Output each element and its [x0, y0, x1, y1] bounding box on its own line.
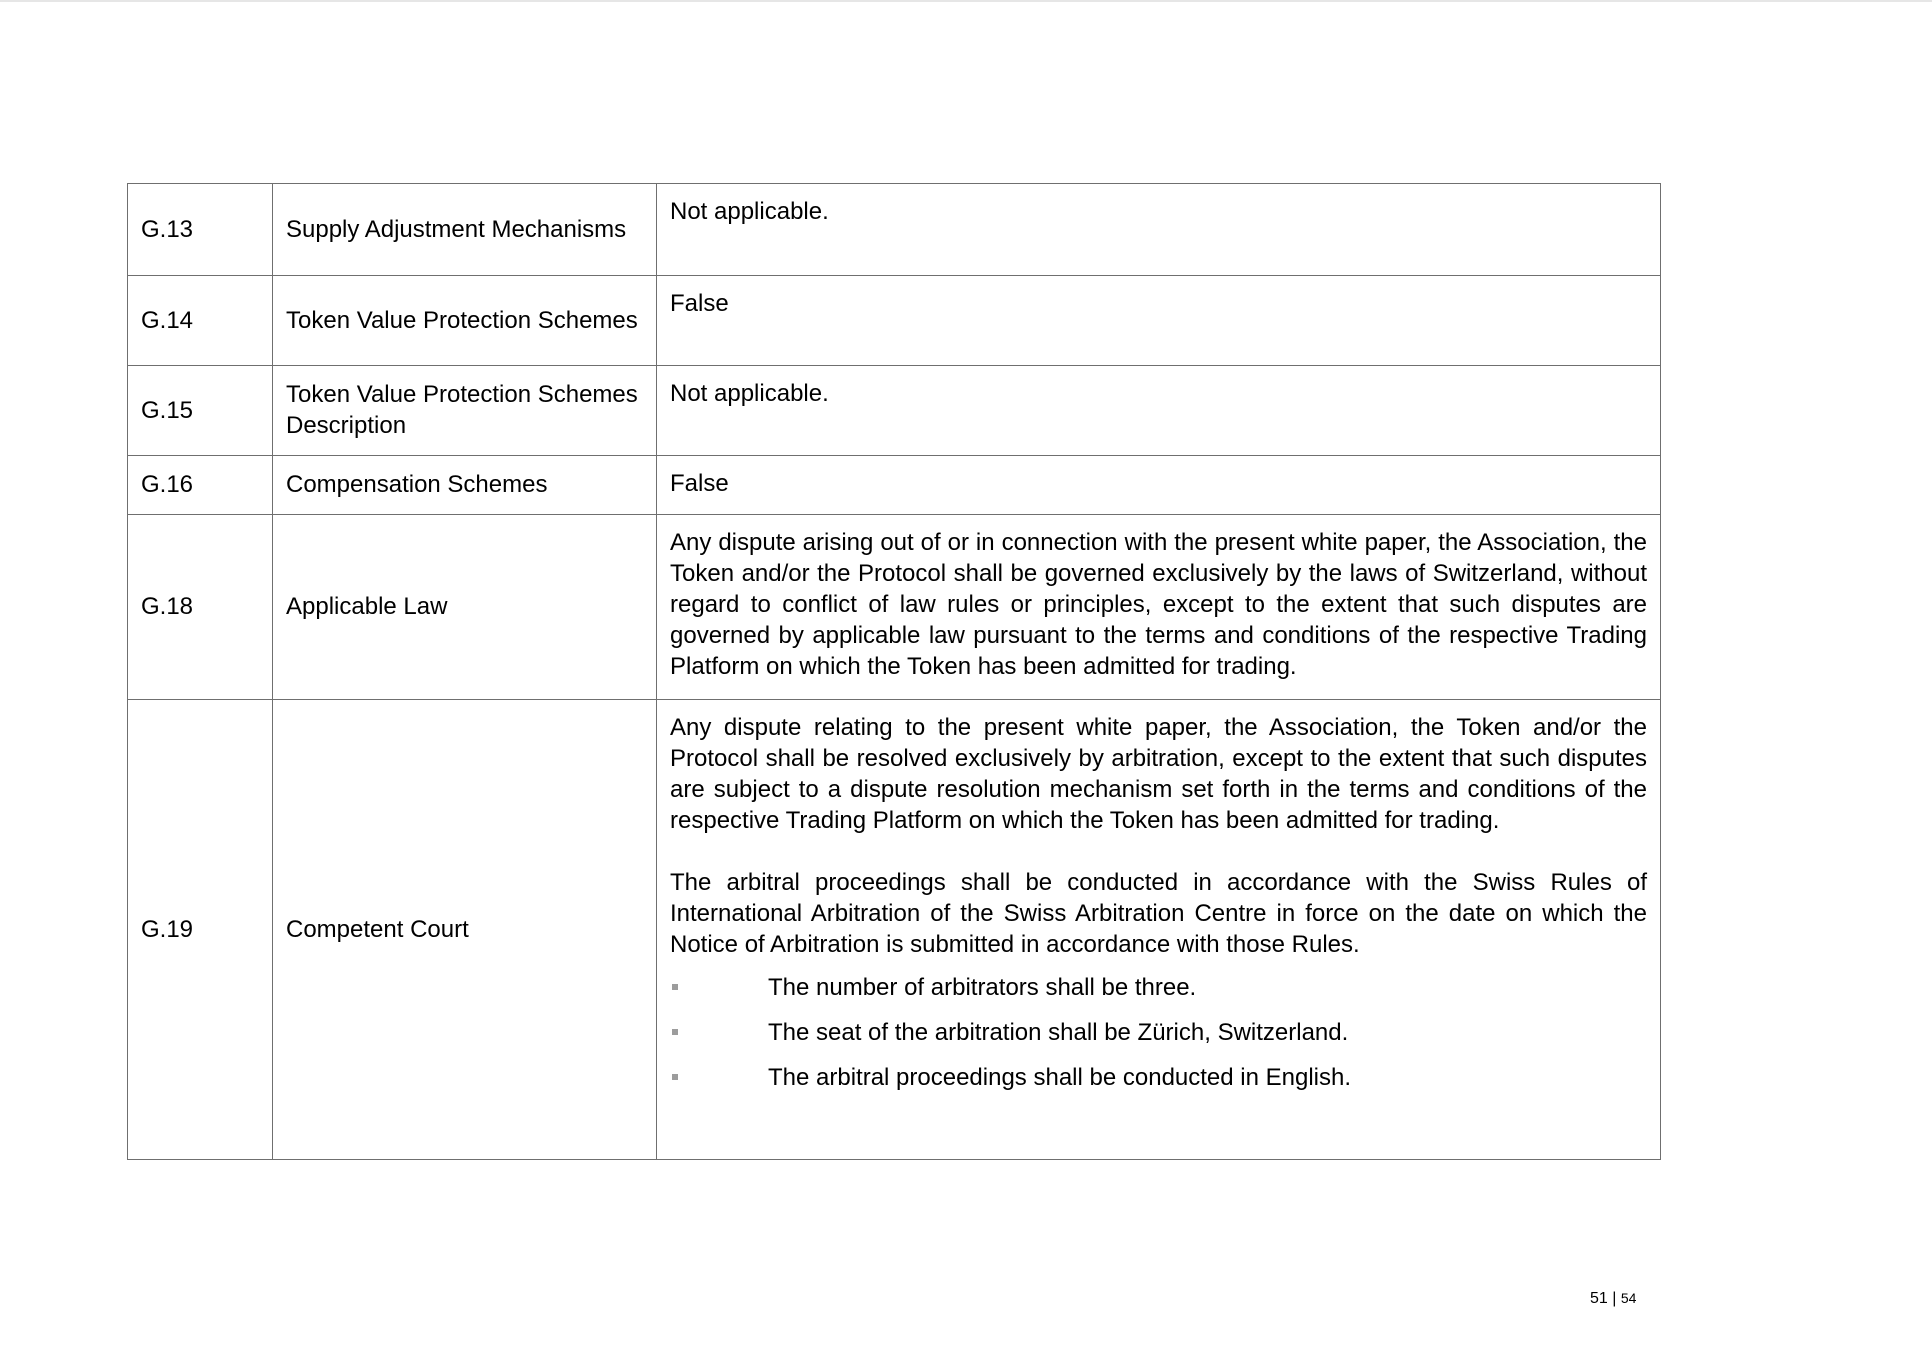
- table-row: [128, 184, 1661, 276]
- list-item-text: The arbitral proceedings shall be conducted in English.: [768, 1064, 1352, 1091]
- row-content-cell: Any dispute arising out of or in connection with the present white paper, the Association, the Token and/or the Protocol shall be governed exclusively by the laws of Switzerland, without regard to conflict of law rules or principles, except to the extent that such disputes are governed by applicable law pursuant to the terms and conditions of the respective Trading Platform on which the Token has been admitted for trading.: [657, 515, 1661, 700]
- list-item: [670, 1062, 1647, 1093]
- list-item-text: The number of arbitrators shall be three.: [768, 974, 1197, 1001]
- square-bullet-icon: [672, 1074, 678, 1080]
- row-content-cell: False: [657, 276, 1661, 366]
- row-id-cell: G.19: [128, 700, 273, 1160]
- list-item: [670, 1017, 1647, 1048]
- row-content-cell: Not applicable.: [657, 366, 1661, 456]
- competent-court-paragraph: Any dispute relating to the present white paper, the Association, the Token and/or the Protocol shall be resolved exclusively by arbitration, except to the extent that such disputes are subject to a dispute resolution mechanism set forth in the terms and conditions of the respective Trading Platform on which the Token has been admitted for trading.: [670, 714, 1647, 834]
- row-field-cell: Token Value Protection Schemes Description: [273, 366, 657, 456]
- list-item: [670, 972, 1647, 1003]
- row-id-cell: G.13: [128, 184, 273, 276]
- top-border-line: [0, 0, 1932, 2]
- white-paper-table: [127, 183, 1661, 1160]
- row-id-cell: G.15: [128, 366, 273, 456]
- row-field-cell: Supply Adjustment Mechanisms: [273, 184, 657, 276]
- page-separator: |: [1612, 1290, 1617, 1307]
- table-row: [128, 515, 1661, 700]
- arbitration-rules-paragraph: The arbitral proceedings shall be conducted in accordance with the Swiss Rules of International Arbitration of the Swiss Arbitration Centre in force on the date on which the Notice of Arbitration is submitted in accordance with those Rules.: [670, 869, 1647, 958]
- row-field-cell: Competent Court: [273, 700, 657, 1160]
- page-current: 51: [1590, 1290, 1608, 1307]
- row-field-cell: Token Value Protection Schemes: [273, 276, 657, 366]
- page-total: 54: [1620, 1290, 1637, 1306]
- row-field-cell: Applicable Law: [273, 515, 657, 700]
- page-number: [1590, 1290, 1636, 1308]
- table-row: [128, 366, 1661, 456]
- table-row: [128, 700, 1661, 1160]
- row-id-cell: G.18: [128, 515, 273, 700]
- table-row: [128, 276, 1661, 366]
- row-id-cell: G.14: [128, 276, 273, 366]
- square-bullet-icon: [672, 1029, 678, 1035]
- arbitration-bullet-list: [670, 972, 1647, 1093]
- row-content-cell: Not applicable.: [657, 184, 1661, 276]
- row-content-cell: False: [657, 456, 1661, 515]
- table-row: [128, 456, 1661, 515]
- list-item-text: The seat of the arbitration shall be Zürich, Switzerland.: [768, 1019, 1349, 1046]
- row-field-cell: Compensation Schemes: [273, 456, 657, 515]
- square-bullet-icon: [672, 984, 678, 990]
- row-id-cell: G.16: [128, 456, 273, 515]
- row-content-cell: [657, 700, 1661, 1160]
